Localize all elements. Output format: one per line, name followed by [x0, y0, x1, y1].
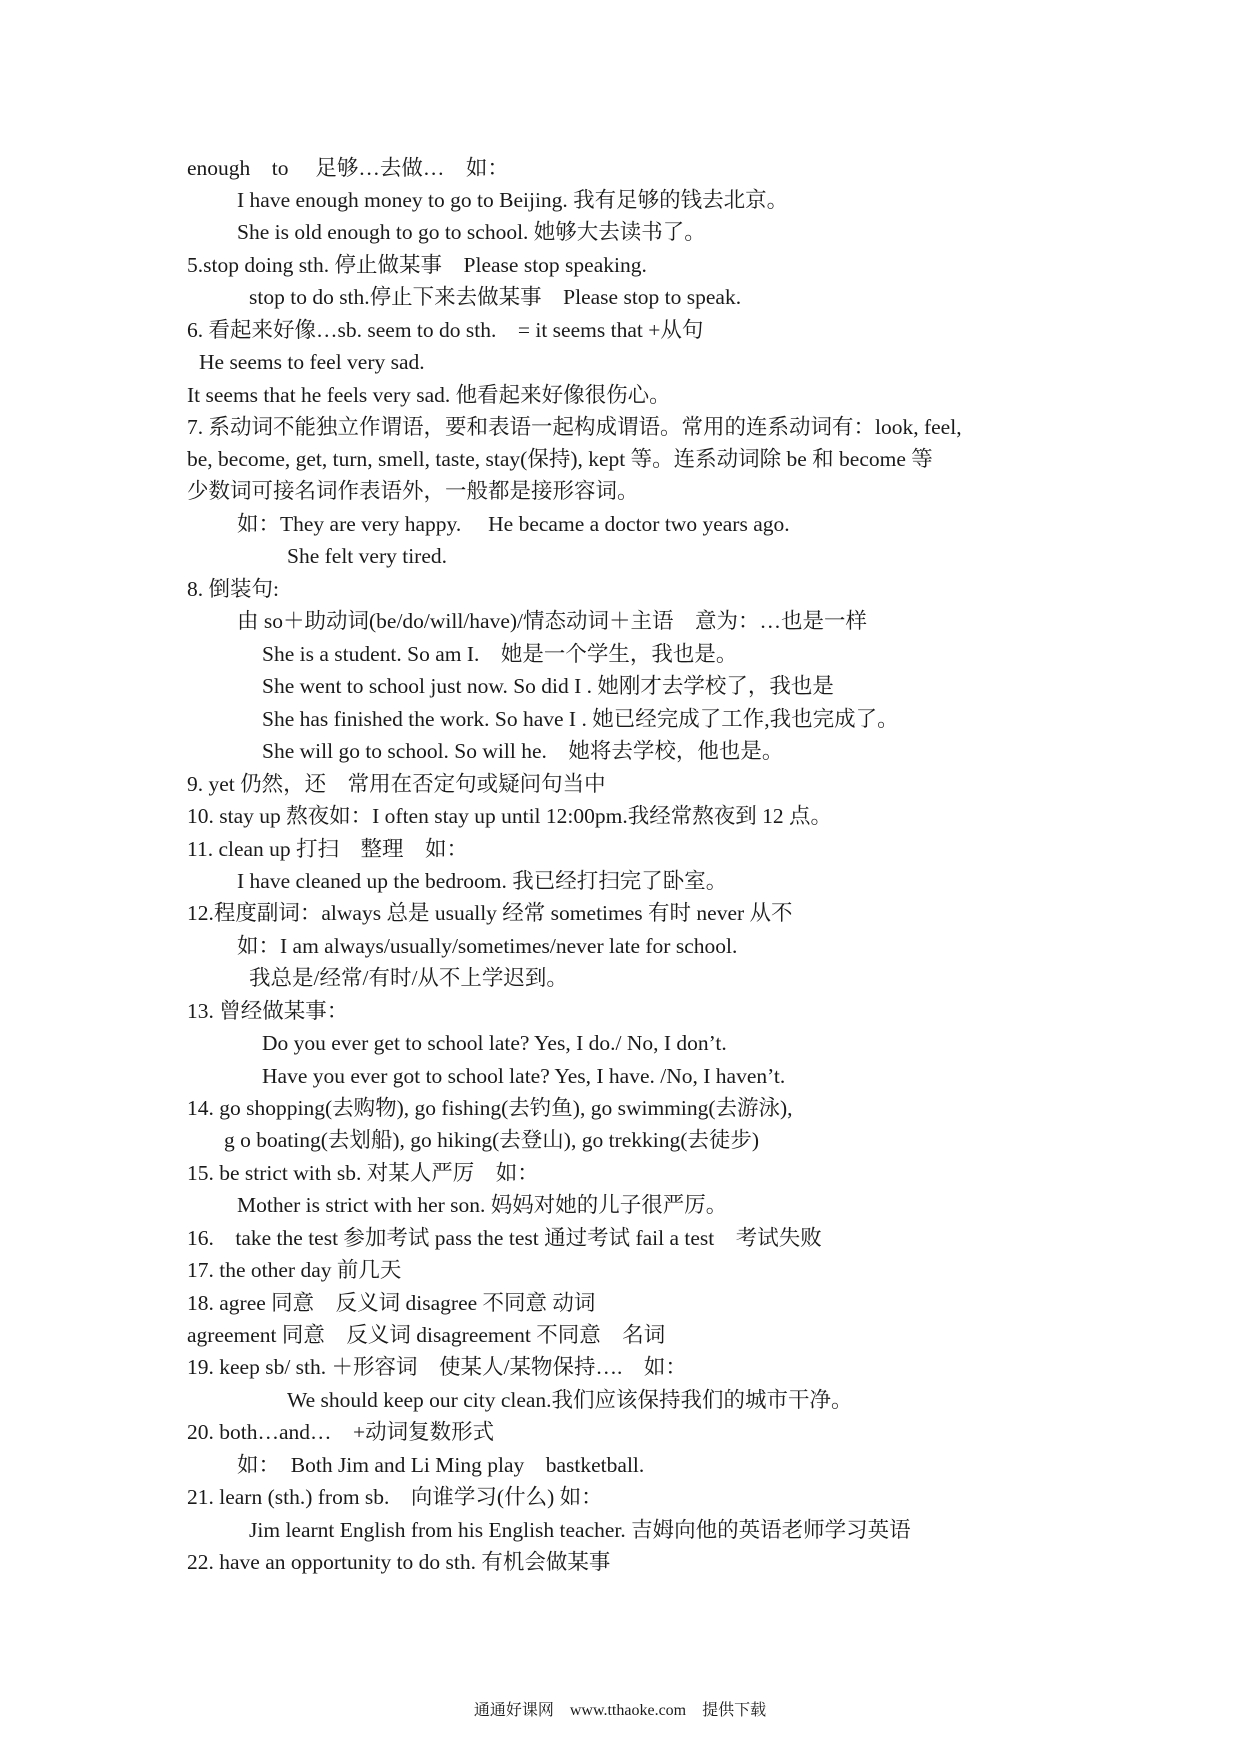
- text-line-item-7-example-2: She felt very tired.: [287, 544, 448, 568]
- text-line-item-7: 7. 系动词不能独立作谓语，要和表语一起构成谓语。常用的连系动词有：look, feel,: [187, 415, 962, 439]
- text-line-item-7-cont-1: be, become, get, turn, smell, taste, stay(保持), kept 等。连系动词除 be 和 become 等: [187, 447, 933, 471]
- text-line-item-15: 15. be strict with sb. 对某人严厉 如：: [187, 1161, 539, 1185]
- text-line-enough-example-2: She is old enough to go to school. 她够大去读书了。: [237, 220, 706, 244]
- text-line-item-18: 18. agree 同意 反义词 disagree 不同意 动词: [187, 1291, 596, 1315]
- text-line-item-8-rule: 由 so＋助动词(be/do/will/have)/情态动词＋主语 意为：…也是一样: [237, 609, 868, 633]
- text-line-item-12: 12.程度副词：always 总是 usually 经常 sometimes 有时 never 从不: [187, 901, 793, 925]
- text-line-item-13: 13. 曾经做某事：: [187, 999, 349, 1023]
- text-line-item-13-example-2: Have you ever got to school late? Yes, I have. /No, I haven’t.: [262, 1064, 786, 1088]
- text-line-item-7-cont-2: 少数词可接名词作表语外，一般都是接形容词。: [187, 479, 639, 503]
- text-line-item-20: 20. both…and… +动词复数形式: [187, 1420, 495, 1444]
- text-line-item-8-example-4: She will go to school. So will he. 她将去学校，他也是。: [262, 739, 784, 763]
- text-line-item-13-example-1: Do you ever get to school late? Yes, I do./ No, I don’t.: [262, 1031, 727, 1055]
- text-line-item-14-cont: g o boating(去划船), go hiking(去登山), go trekking(去徒步): [224, 1128, 760, 1152]
- text-line-item-14: 14. go shopping(去购物), go fishing(去钓鱼), go swimming(去游泳),: [187, 1096, 793, 1120]
- text-line-item-19-example: We should keep our city clean.我们应该保持我们的城市干净。: [287, 1388, 853, 1412]
- text-line-item-8-example-1: She is a student. So am I. 她是一个学生，我也是。: [262, 642, 738, 666]
- text-line-item-9: 9. yet 仍然，还 常用在否定句或疑问句当中: [187, 772, 606, 796]
- text-line-item-8-example-2: She went to school just now. So did I . 她刚才去学校了，我也是: [262, 674, 834, 698]
- text-line-item-11-example: I have cleaned up the bedroom. 我已经打扫完了卧室。: [237, 869, 728, 893]
- text-line-item-10: 10. stay up 熬夜如：I often stay up until 12:00pm.我经常熬夜到 12 点。: [187, 804, 832, 828]
- text-line-item-12-example-1: 如：I am always/usually/sometimes/never late for school.: [237, 934, 738, 958]
- page-footer: 通通好课网 www.tthaoke.com 提供下载: [473, 1702, 767, 1719]
- text-line-item-21: 21. learn (sth.) from sb. 向谁学习(什么) 如：: [187, 1485, 603, 1509]
- text-line-item-17: 17. the other day 前几天: [187, 1258, 402, 1282]
- text-line-item-6-example-1: He seems to feel very sad.: [199, 350, 425, 374]
- text-line-item-6: 6. 看起来好像…sb. seem to do sth. = it seems that +从句: [187, 318, 704, 342]
- text-line-item-11: 11. clean up 打扫 整理 如：: [187, 837, 469, 861]
- text-line-item-16: 16. take the test 参加考试 pass the test 通过考试 fail a test 考试失败: [187, 1226, 822, 1250]
- text-line-item-18-cont: agreement 同意 反义词 disagreement 不同意 名词: [187, 1323, 666, 1347]
- text-line-item-5: 5.stop doing sth. 停止做某事 Please stop speaking.: [187, 253, 647, 277]
- text-line-item-21-example: Jim learnt English from his English teacher. 吉姆向他的英语老师学习英语: [249, 1518, 911, 1542]
- text-line-enough-example-1: I have enough money to go to Beijing. 我有足够的钱去北京。: [237, 188, 789, 212]
- text-line-item-8-example-3: She has finished the work. So have I . 她已经完成了工作,我也完成了。: [262, 707, 899, 731]
- text-line-item-7-example-1: 如：They are very happy. He became a doctor two years ago.: [237, 512, 790, 536]
- text-line-item-20-example: 如： Both Jim and Li Ming play bastketball.: [237, 1453, 645, 1477]
- text-line-item-8: 8. 倒装句:: [187, 577, 279, 601]
- text-line-item-15-example: Mother is strict with her son. 妈妈对她的儿子很严厉。: [237, 1193, 728, 1217]
- text-line-item-12-example-2: 我总是/经常/有时/从不上学迟到。: [249, 966, 568, 990]
- text-line-item-5-sub: stop to do sth.停止下来去做某事 Please stop to speak.: [249, 285, 742, 309]
- text-line-item-6-example-2: It seems that he feels very sad. 他看起来好像很伤心。: [187, 383, 671, 407]
- text-line-enough-to: enough to 足够…去做… 如：: [187, 156, 509, 180]
- text-line-item-22: 22. have an opportunity to do sth. 有机会做某事: [187, 1550, 611, 1574]
- text-line-item-19: 19. keep sb/ sth. ＋形容词 使某人/某物保持…. 如：: [187, 1355, 687, 1379]
